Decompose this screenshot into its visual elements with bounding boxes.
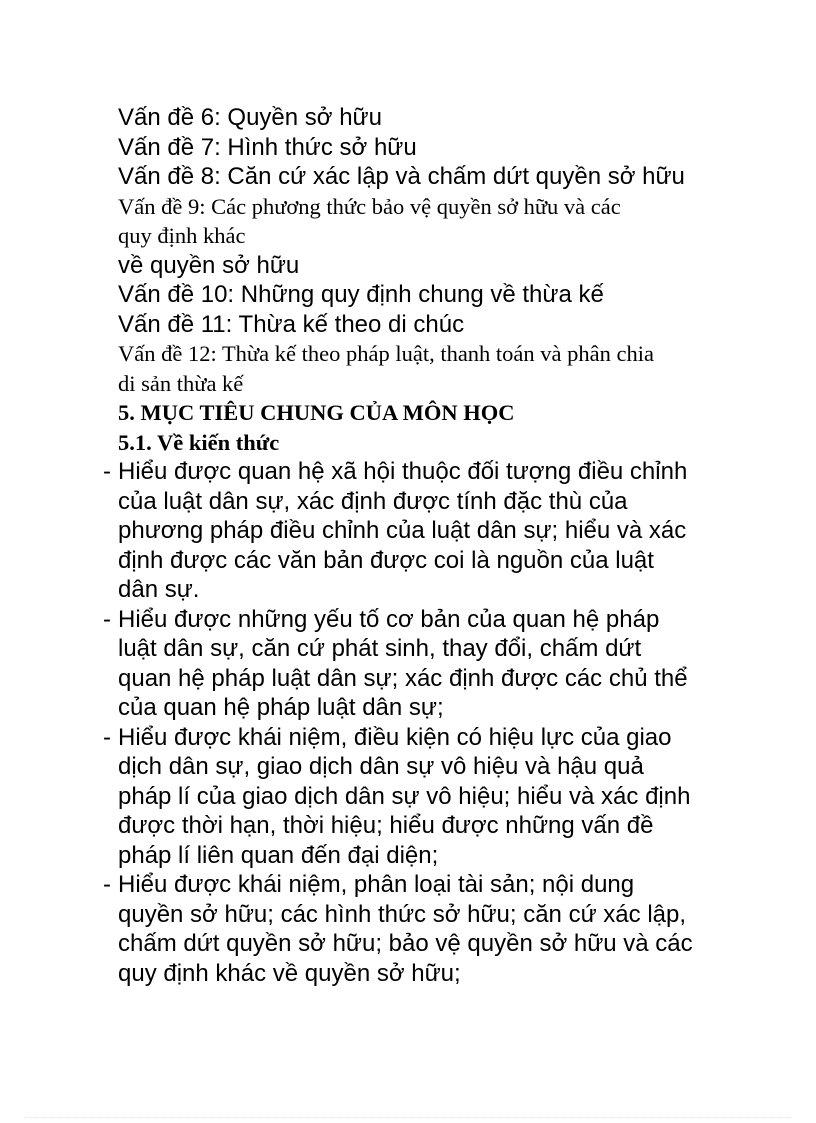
bullet-line: dân sự. (118, 576, 200, 603)
bullet-line: quyền sở hữu; các hình thức sở hữu; căn cứ xác lập, (118, 900, 687, 928)
issue-9-continuation: về quyền sở hữu (118, 251, 300, 279)
bullet-line: được thời hạn, thời hiệu; hiểu được những vấn đề (118, 812, 654, 839)
subsection-heading: 5.1. Về kiến thức (118, 429, 280, 455)
bullet-line: Hiểu được quan hệ xã hội thuộc đối tượng điều chỉnh (118, 458, 688, 485)
bullet-line: quan hệ pháp luật dân sự; xác định được các chủ thể (118, 664, 688, 692)
issue-8: Vấn đề 8: Căn cứ xác lập và chấm dứt quyền sở hữu (118, 163, 685, 190)
bullet-marker: - (103, 605, 111, 633)
issue-9-line-1: Vấn đề 9: Các phương thức bảo vệ quyền sở hữu và các (118, 193, 621, 219)
bullet-marker: - (103, 458, 111, 485)
page-bottom-rule (24, 1117, 792, 1118)
issue-12-line-2: di sản thừa kế (118, 370, 244, 396)
bullet-line: pháp lí liên quan đến đại diện; (118, 841, 439, 869)
issue-11: Vấn đề 11: Thừa kế theo di chúc (118, 310, 465, 338)
bullet-item-1 (103, 457, 718, 605)
issue-6: Vấn đề 6: Quyền sở hữu (118, 104, 382, 131)
issue-10: Vấn đề 10: Những quy định chung về thừa kế (118, 281, 604, 308)
bullet-line: định được các văn bản được coi là nguồn của luật (118, 546, 654, 574)
bullet-line: Hiểu được khái niệm, điều kiện có hiệu lực của giao (118, 723, 672, 751)
bullet-line: của luật dân sự, xác định được tính đặc thù của (118, 487, 628, 515)
bullet-line: Hiểu được khái niệm, phân loại tài sản; nội dung (118, 871, 635, 898)
bullet-line: của quan hệ pháp luật dân sự; (118, 694, 444, 721)
bullet-line: Hiểu được những yếu tố cơ bản của quan hệ pháp (118, 605, 660, 633)
section-heading: 5. MỤC TIÊU CHUNG CỦA MÔN HỌC (118, 400, 515, 425)
issue-9-line-2: quy định khác (118, 223, 246, 248)
bullet-line: luật dân sự, căn cứ phát sinh, thay đổi, chấm dứt (118, 635, 642, 662)
document-content (103, 103, 718, 988)
bullet-line: pháp lí của giao dịch dân sự vô hiệu; hiểu và xác định (118, 782, 691, 810)
bullet-line: chấm dứt quyền sở hữu; bảo vệ quyền sở hữu và các (118, 930, 693, 957)
bullet-item-2 (103, 605, 718, 723)
bullet-line: dịch dân sự, giao dịch dân sự vô hiệu và hậu quả (118, 753, 644, 780)
bullet-marker: - (103, 723, 111, 751)
bullet-line: quy định khác về quyền sở hữu; (118, 959, 461, 987)
bullet-marker: - (103, 871, 111, 898)
issue-7: Vấn đề 7: Hình thức sở hữu (118, 133, 417, 161)
bullet-item-3 (103, 723, 718, 871)
issue-12-line-1: Vấn đề 12: Thừa kế theo pháp luật, thanh toán và phân chia (118, 341, 654, 366)
bullet-item-4 (103, 870, 718, 988)
bullet-line: phương pháp điều chỉnh của luật dân sự; hiểu và xác (118, 517, 687, 544)
